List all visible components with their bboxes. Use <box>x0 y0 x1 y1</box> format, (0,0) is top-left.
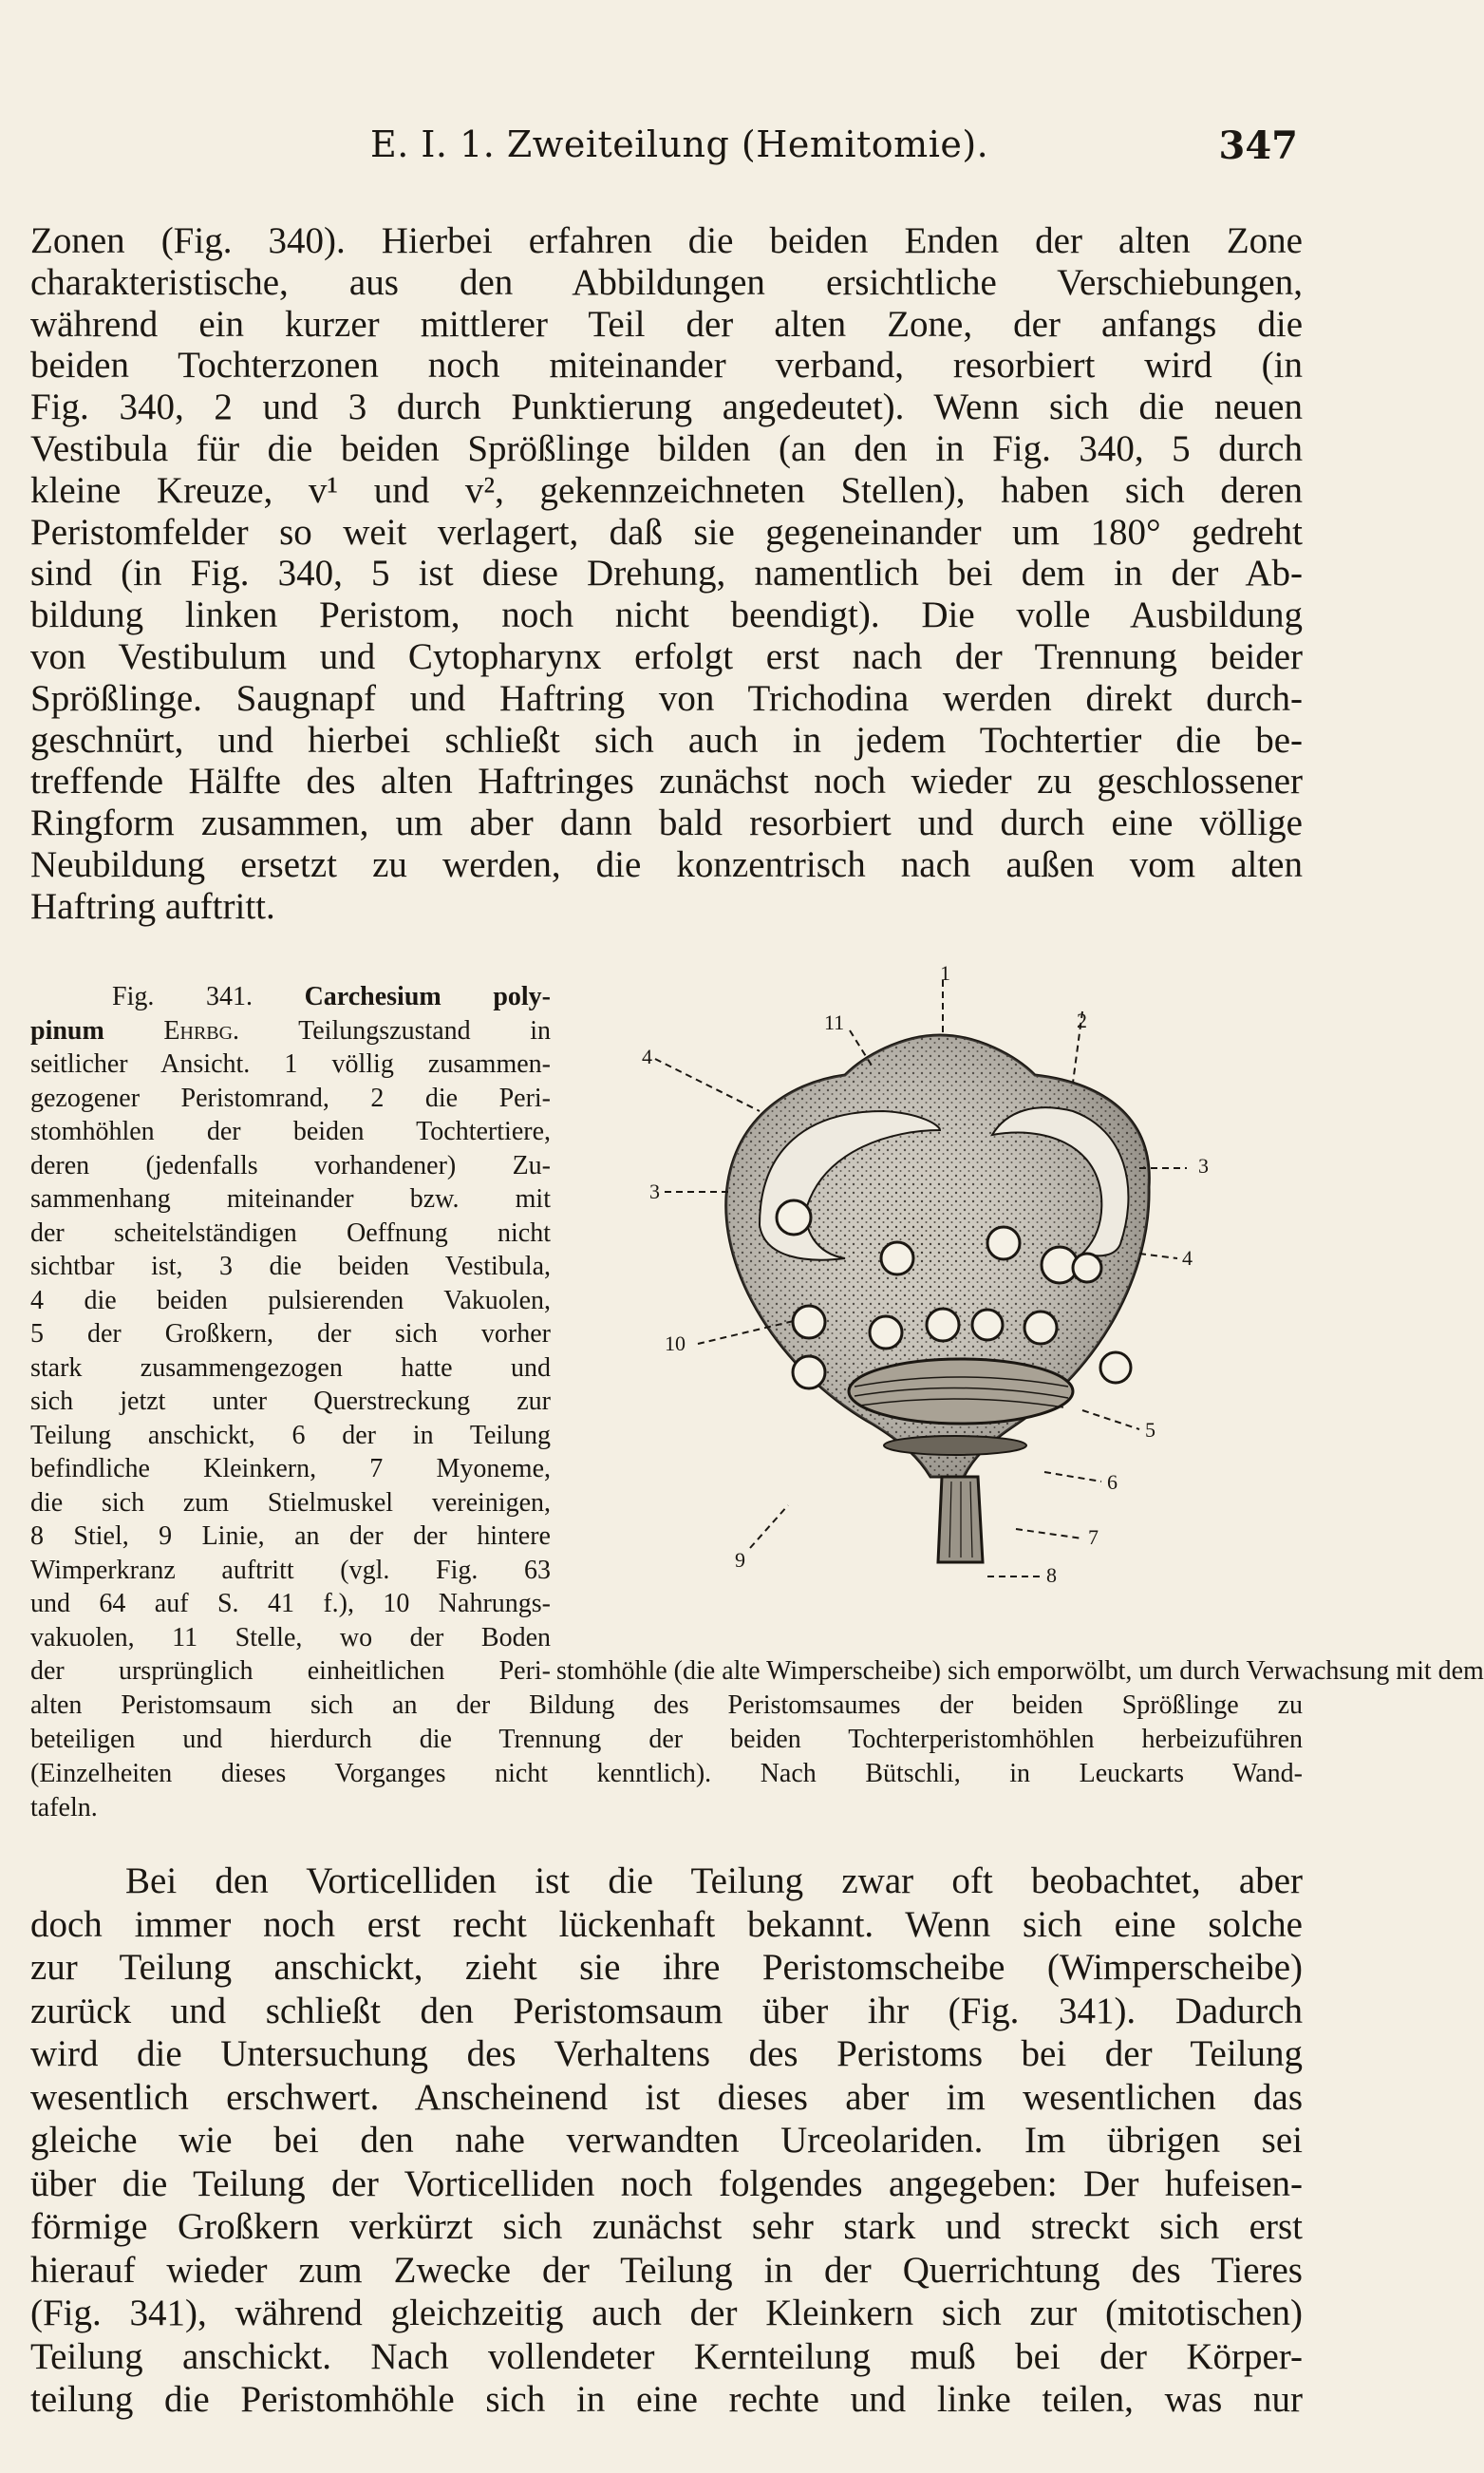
fig-label: Fig. 341. <box>112 982 253 1011</box>
caption-line: alten Peristomsaum sich an der Bildung des Peristomsaumes der beiden Sprößlinge zu <box>30 1690 1303 1720</box>
carchesium-figure <box>570 961 1320 1624</box>
caption-line <box>30 1014 551 1048</box>
figure-label: 4 <box>1182 1246 1193 1270</box>
caption-line: vakuolen, 11 Stelle, wo der Boden <box>30 1622 551 1652</box>
text-line: Fig. 340, 2 und 3 durch Punktierung angedeutet). Wenn sich die neuen <box>30 387 1303 428</box>
caption-line: der ursprünglich einheitlichen Peri- <box>30 1656 551 1686</box>
figure-label: 9 <box>735 1548 745 1572</box>
caption-line: deren (jedenfalls vorhandener) Zu- <box>30 1150 551 1180</box>
figure-label: 4 <box>642 1045 652 1068</box>
text-line: Haftring auftritt. <box>30 885 275 927</box>
text-line: beiden Tochterzonen noch miteinander verband, resorbiert wird (in <box>30 345 1303 387</box>
caption-line: stark zusammengezogen hatte und <box>30 1352 551 1383</box>
text-line: geschnürt, und hierbei schließt sich auch in jedem Tochtertier die be- <box>30 719 1303 761</box>
page-number: 347 <box>1218 123 1298 168</box>
text-line: zurück und schließt den Peristomsaum über ihr (Fig. 341). Dadurch <box>30 1990 1303 2031</box>
caption-line: stomhöhlen der beiden Tochtertiere, <box>30 1117 551 1146</box>
figure-label: 11 <box>824 1010 845 1034</box>
text-line: (Fig. 341), während gleichzeitig auch der Kleinkern sich zur (mitotischen) <box>30 2293 1303 2333</box>
text-line: während ein kurzer mittlerer Teil der alten Zone, der anfangs die <box>30 303 1303 345</box>
figure-label: 5 <box>1145 1418 1155 1442</box>
caption-line: (Einzelheiten dieses Vorganges nicht kenntlich). Nach Bütschli, in Leuckarts Wand- <box>30 1759 1303 1788</box>
figure-label: 3 <box>1198 1154 1209 1178</box>
text-line: sind (in Fig. 340, 5 ist diese Drehung, namentlich bei dem in der Ab- <box>30 553 1303 595</box>
caption-line: gezogener Peristomrand, 2 die Peri- <box>30 1083 551 1113</box>
text-line: förmige Großkern verkürzt sich zunächst sehr stark und streckt sich erst <box>30 2206 1303 2247</box>
text-line: Neubildung ersetzt zu werden, die konzentrisch nach außen vom alten <box>30 843 1303 885</box>
species-name: Carchesium poly- <box>304 982 552 1011</box>
macronucleus <box>849 1359 1073 1424</box>
caption-text: Teilungszustand in <box>298 1015 552 1046</box>
running-title: E. I. 1. Zweiteilung (Hemitomie). <box>370 123 989 165</box>
caption-line: seitlicher Ansicht. 1 völlig zusammen- <box>30 1049 551 1079</box>
caption-line: die sich zum Stielmuskel vereinigen, <box>30 1487 551 1518</box>
text-line: wesentlich erschwert. Anscheinend ist dieses aber im wesentlichen das <box>30 2076 1303 2118</box>
text-line: gleiche wie bei den nahe verwandten Urceolariden. Im übrigen sei <box>30 2120 1303 2161</box>
text-line: Bei den Vorticelliden ist die Teilung zwar oft beobachtet, aber <box>125 1860 1303 1901</box>
paragraph-1 <box>30 220 1303 928</box>
stalk <box>938 1477 983 1562</box>
text-line: Peristomfelder so weit verlagert, daß sie gegeneinander um 180° gedreht <box>30 511 1303 553</box>
text-line: treffende Hälfte des alten Haftringes zunächst noch wieder zu geschlossener <box>30 761 1303 802</box>
text-line: Teilung anschickt. Nach vollendeter Kernteilung muß bei der Körper- <box>30 2335 1303 2377</box>
text-line: zur Teilung anschickt, zieht sie ihre Peristomscheibe (Wimperscheibe) <box>30 1947 1303 1988</box>
text-line: Sprößlinge. Saugnapf und Haftring von Trichodina werden direkt durch- <box>30 677 1303 719</box>
caption-line: und 64 auf S. 41 f.), 10 Nahrungs- <box>30 1589 551 1618</box>
caption-line: stomhöhle (die alte Wimperscheibe) sich emporwölbt, um durch Verwachsung mit dem <box>556 1656 1484 1686</box>
micronucleus <box>884 1436 1026 1455</box>
figure-label: 2 <box>1077 1009 1087 1032</box>
text-line: doch immer noch erst recht lückenhaft bekannt. Wenn sich eine solche <box>30 1903 1303 1945</box>
species-name-cont: pinum <box>30 1015 104 1046</box>
caption-line: 8 Stiel, 9 Linie, an der der hintere <box>30 1521 551 1551</box>
text-line: hierauf wieder zum Zwecke der Teilung in der Querrichtung des Tieres <box>30 2249 1303 2291</box>
caption-line: der scheitelständigen Oeffnung nicht <box>30 1218 551 1248</box>
text-line: teilung die Peristomhöhle sich in eine rechte und linke teilen, was nur <box>30 2379 1303 2420</box>
caption-line: beteiligen und hierdurch die Trennung der beiden Tochterperistomhöhlen herbeizuführen <box>30 1725 1303 1754</box>
figure-label: 6 <box>1107 1470 1118 1494</box>
author-name: Ehrbg. <box>163 1015 240 1046</box>
text-line: charakteristische, aus den Abbildungen ersichtliche Verschiebungen, <box>30 261 1303 303</box>
caption-line: befindliche Kleinkern, 7 Myoneme, <box>30 1454 551 1483</box>
caption-line: tafeln. <box>30 1793 98 1822</box>
caption-line: 5 der Großkern, der sich vorher <box>30 1319 551 1349</box>
paragraph-2 <box>30 1859 1303 2422</box>
figure-label: 1 <box>940 961 950 985</box>
figure-label: 8 <box>1046 1563 1057 1587</box>
page-header <box>30 123 1298 171</box>
text-line: Ringform zusammen, um aber dann bald resorbiert und durch eine völlige <box>30 802 1303 844</box>
figure-label: 7 <box>1088 1525 1099 1549</box>
figure-caption <box>30 980 551 1689</box>
caption-line: 4 die beiden pulsierenden Vakuolen, <box>30 1285 551 1315</box>
caption-line: Wimperkranz auftritt (vgl. Fig. 63 <box>30 1555 551 1585</box>
text-line: Zonen (Fig. 340). Hierbei erfahren die beiden Enden der alten Zone <box>30 220 1303 261</box>
caption-heading <box>30 980 551 1014</box>
text-line: Vestibula für die beiden Sprößlinge bilden (an den in Fig. 340, 5 durch <box>30 427 1303 469</box>
text-line: kleine Kreuze, v¹ und v², gekennzeichneten Stellen), haben sich deren <box>30 469 1303 511</box>
caption-line: sich jetzt unter Querstreckung zur <box>30 1387 551 1416</box>
text-line: über die Teilung der Vorticelliden noch folgendes angegeben: Der hufeisen- <box>30 2162 1303 2204</box>
figure-caption-continued <box>30 1654 1484 1825</box>
figure-label: 10 <box>665 1331 686 1355</box>
text-line: wird die Untersuchung des Verhaltens des Peristoms bei der Teilung <box>30 2033 1303 2074</box>
text-line: bildung linken Peristom, noch nicht beendigt). Die volle Ausbildung <box>30 595 1303 636</box>
text-line: von Vestibulum und Cytopharynx erfolgt erst nach der Trennung beider <box>30 635 1303 677</box>
caption-line: sichtbar ist, 3 die beiden Vestibula, <box>30 1252 551 1281</box>
figure-label: 3 <box>649 1180 660 1203</box>
caption-line: Teilung anschickt, 6 der in Teilung <box>30 1420 551 1450</box>
caption-line: sammenhang miteinander bzw. mit <box>30 1184 551 1214</box>
